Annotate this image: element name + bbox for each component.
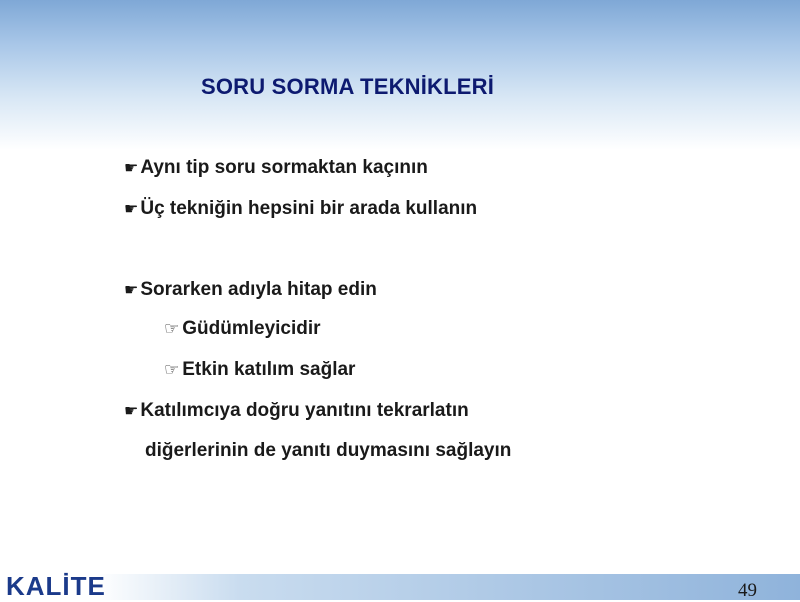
pointing-hand-icon: ☛ <box>124 201 139 218</box>
bullet-item <box>124 279 377 301</box>
bullet-item <box>124 198 477 220</box>
bullet-text: Etkin katılım sağlar <box>182 359 356 380</box>
bullet-continuation <box>145 440 511 462</box>
slide-title: SORU SORMA TEKNİKLERİ <box>201 74 495 99</box>
bullet-item <box>124 157 428 179</box>
bullet-text: Sorarken adıyla hitap edin <box>140 279 377 300</box>
bullet-item <box>124 400 469 422</box>
page-number: 49 <box>738 580 757 601</box>
pointing-hand-icon: ☛ <box>124 403 139 420</box>
pointing-hand-icon: ☛ <box>124 282 139 299</box>
bullet-text: Üç tekniğin hepsini bir arada kullanın <box>140 198 478 219</box>
sub-bullet-item <box>164 318 321 340</box>
bullet-text: Aynı tip soru sormaktan kaçının <box>140 157 428 178</box>
outline-pointing-hand-icon: ☞ <box>164 360 180 379</box>
bullet-text: Güdümleyicidir <box>182 318 321 339</box>
bullet-text: Katılımcıya doğru yanıtını tekrarlatın <box>140 400 469 421</box>
outline-pointing-hand-icon: ☞ <box>164 319 180 338</box>
kalite-logo: KALİTE <box>6 571 106 601</box>
bullet-text: diğerlerinin de yanıtı duymasını sağlayın <box>145 440 512 461</box>
footer-bar <box>0 571 800 601</box>
sub-bullet-item <box>164 359 355 381</box>
pointing-hand-icon: ☛ <box>124 160 139 177</box>
